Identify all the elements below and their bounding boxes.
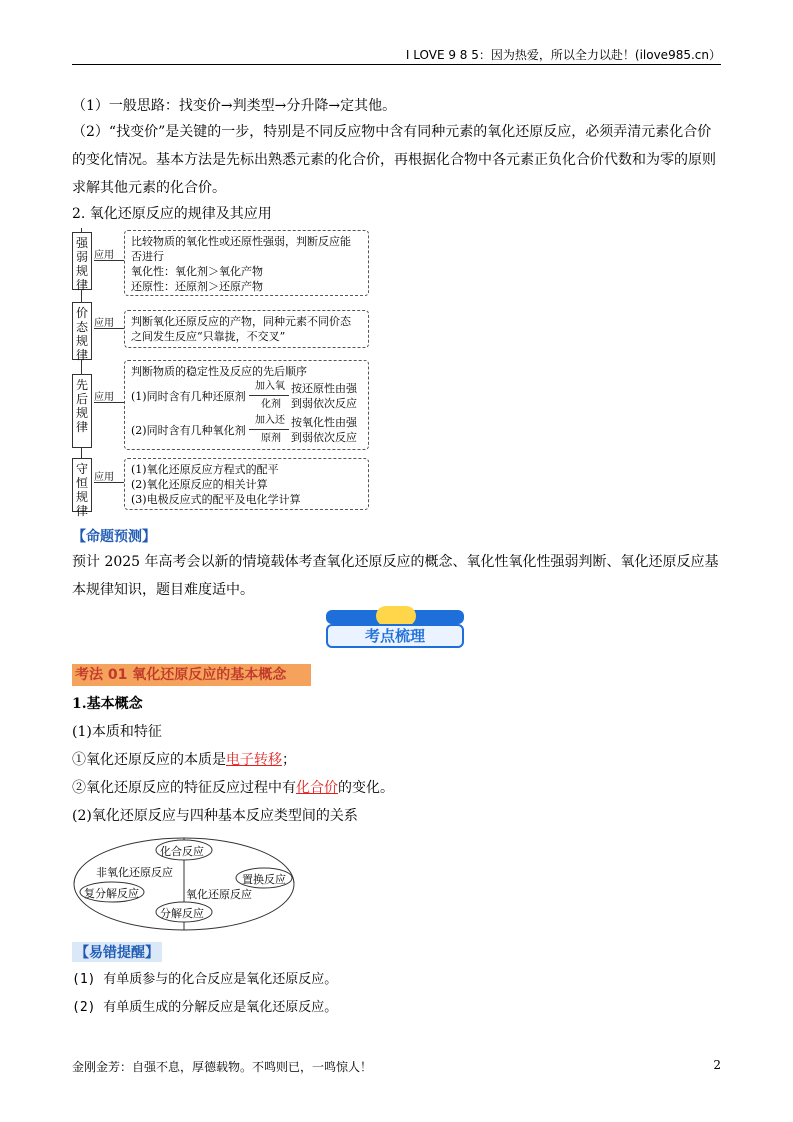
- law-valence-line2: 之间发生反应“只靠拢，不交叉”: [131, 330, 286, 343]
- banner-badge: [376, 606, 416, 626]
- item1: [72, 746, 722, 774]
- venn-non-redox: 非氧化还原反应: [96, 866, 173, 879]
- intro-p1: （1）一般思路：找变价→判类型→分升降→定其他。: [72, 98, 397, 114]
- tip2: (2) 有单质生成的分解反应是氧化还原反应。: [72, 1000, 338, 1015]
- tip1: (1) 有单质参与的化合反应是氧化还原反应。: [72, 972, 338, 987]
- law-order-line1: 判断物质的稳定性及反应的先后顺序: [131, 365, 307, 378]
- venn-double-decomp: 复分解反应: [84, 887, 139, 900]
- item1-key: 电子转移: [226, 752, 282, 768]
- law-order-r1c: 按还原性由强: [291, 382, 357, 395]
- law-strength-line3: 氧化性：氧化剂＞氧化产物: [131, 265, 263, 278]
- law-order-app: 应用: [94, 392, 114, 403]
- predict-text: 预计 2025 年高考会以新的情境载体考查氧化还原反应的概念、氧化性氧化性强弱判断、氧化还原反应基本规律知识，题目难度适中。: [72, 554, 719, 598]
- arrow-line: [94, 328, 124, 329]
- law-order-r2c: 按氧化性由强: [291, 416, 357, 429]
- law-order-r2b: 原剂: [261, 433, 281, 444]
- banner-title: 考点梳理: [326, 624, 464, 648]
- arrow-line: [94, 402, 124, 403]
- law-valence-line1: 判断氧化还原反应的产物，同种元素不同价态: [131, 315, 351, 328]
- laws-diagram: [72, 228, 372, 518]
- law-conservation-label: 守恒规律: [72, 458, 92, 512]
- intro-p2: （2）“找变价”是关键的一步，特别是不同反应物中含有同种元素的氧化还原反应，必须弄清元素化合价的变化情况。基本方法是先标出熟悉元素的化合价，再根据化合物中各元素正负化合价代数和为零的原则求解其他元素的化合价。: [72, 124, 716, 196]
- law-conservation-app: 应用: [94, 472, 114, 483]
- item1-text: ①氧化还原反应的本质是: [72, 752, 226, 768]
- law-strength-line2: 否进行: [131, 250, 164, 263]
- section-banner: [326, 606, 468, 650]
- law-conservation-line3: (3)电极反应式的配平及电化学计算: [131, 493, 301, 506]
- arrow-line: [249, 429, 289, 430]
- intro-heading: 2. 氧化还原反应的规律及其应用: [72, 206, 272, 222]
- item2-end: 的变化。: [338, 780, 394, 796]
- venn-diagram: [72, 832, 300, 932]
- item2: [72, 774, 722, 802]
- venn-redox: 氧化还原反应: [186, 888, 252, 901]
- header-rule: [72, 64, 721, 65]
- law-valence-label: 价态规律: [72, 302, 92, 360]
- law-order-r1t: 加入氧: [255, 381, 285, 392]
- section-sub1: (1)本质和特征: [72, 724, 162, 740]
- law-order-r1d: 到弱依次反应: [291, 397, 357, 410]
- page-number: 2: [713, 1058, 721, 1072]
- venn-replace: 置换反应: [242, 873, 286, 886]
- law-order-r1b: 化剂: [261, 399, 281, 410]
- venn-decomp: 分解反应: [160, 907, 204, 920]
- law-conservation-line1: (1)氧化还原反应方程式的配平: [131, 463, 279, 476]
- tips-heading: 【易错提醒】: [72, 942, 162, 962]
- page-header: I LOVE 9 8 5：因为热爱，所以全力以赴！(ilove985.cn）: [405, 48, 721, 62]
- law-valence-box: [124, 310, 369, 348]
- predict-heading: 【命题预测】: [72, 529, 156, 545]
- venn-combo: 化合反应: [160, 845, 204, 858]
- law-valence-app: 应用: [94, 318, 114, 329]
- section-bar: 考法 01 氧化还原反应的基本概念: [72, 664, 311, 686]
- law-order-row2: [131, 413, 362, 447]
- law-strength-label: 强弱规律: [72, 232, 92, 290]
- section-heading: 1.基本概念: [72, 696, 143, 712]
- law-order-r2t: 加入还: [255, 415, 285, 426]
- law-strength-line4: 还原性：还原剂＞还原产物: [131, 280, 263, 293]
- arrow-line: [94, 482, 124, 483]
- law-order-r2a: (2)同时含有几种氧化剂: [131, 424, 246, 437]
- law-order-label: 先后规律: [72, 374, 92, 448]
- law-strength-app: 应用: [94, 250, 114, 261]
- page-footer: 金刚金芳：自强不息，厚德载物。不鸣则已，一鸣惊人！: [72, 1060, 373, 1074]
- law-conservation-line2: (2)氧化还原反应的相关计算: [131, 478, 268, 491]
- item1-end: ；: [282, 752, 296, 768]
- law-order-r2d: 到弱依次反应: [291, 431, 357, 444]
- section-sub2: (2)氧化还原反应与四种基本反应类型间的关系: [72, 808, 358, 824]
- law-strength-box: [124, 230, 369, 296]
- law-conservation-box: [124, 458, 369, 510]
- law-strength-line1: 比较物质的氧化性或还原性强弱，判断反应能: [131, 235, 351, 248]
- arrow-line: [94, 260, 124, 261]
- item2-text: ②氧化还原反应的特征反应过程中有: [72, 780, 296, 796]
- law-order-box: [124, 360, 369, 450]
- law-order-row1: [131, 379, 362, 413]
- item2-key: 化合价: [296, 780, 338, 796]
- arrow-line: [249, 395, 289, 396]
- law-order-r1a: (1)同时含有几种还原剂: [131, 390, 246, 403]
